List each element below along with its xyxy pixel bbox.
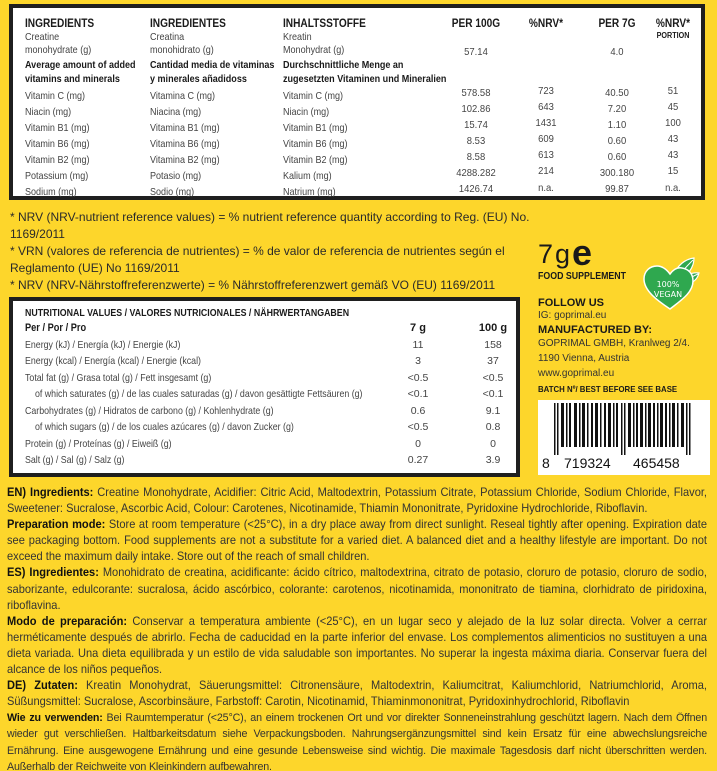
creatine-per7: 4.0	[610, 46, 624, 58]
column-es	[150, 18, 295, 200]
value-per7: 1.10	[607, 119, 627, 131]
value-nrv-portion: n.a.	[665, 182, 681, 194]
en-ingredients-text: Creatine Monohydrate, Acidifier: Citric Acid, Maltodextrin, Potassium Citrate, Potassium Chloride, Sodium Chloride, Flavor, Sweetener: Sucralose, Ascorbic Acid, Colour: Carotenes, Nicotinamide, Thiamin Mononitrate, Pyridoxine Hydrochloride, Riboflavin.	[7, 486, 708, 516]
batch-info: BATCH Nº/ BEST BEFORE SEE BASE	[538, 384, 678, 394]
table-row	[25, 452, 504, 469]
es-prep-text: Conservar a temperatura ambiente (<25°C), en un lugar seco y alejado de la luz solar directa. Volver a cerrar herméticamente después de abrirlo. Fecha de caducidad en la parte inferior del envase. Los complementos alimenticios no sustituyen a una dieta variada. Una dieta equilibrada y un estilo de vida saludable son importantes. No superar la ingesta máxima diaria. Conservar fuera del alcance de los niños pequeños.	[7, 614, 708, 677]
instagram-handle[interactable]: IG: goprimal.eu	[538, 310, 607, 321]
de-prep-label: Wie zu verwenden:	[7, 712, 103, 725]
value-per7: 0.60	[607, 135, 627, 147]
row-label-de: Natrium (mg)	[283, 186, 336, 198]
value-7g: 0.6	[410, 404, 426, 417]
header-7g: 7 g	[410, 322, 426, 334]
barcode-bars-icon	[544, 403, 704, 455]
nutrition-table	[9, 297, 520, 477]
row-label-en: Vitamin B1 (mg)	[25, 122, 90, 134]
row-label-en: Vitamin C (mg)	[25, 90, 86, 102]
avg-heading-de-2: zugesetzten Vitaminen und Mineralien	[283, 73, 447, 85]
value-7g: 3	[415, 355, 421, 367]
de-preparation	[7, 710, 707, 771]
value-100g: 3.9	[485, 454, 501, 466]
row-label-en: Vitamin B2 (mg)	[25, 154, 90, 166]
value-nrv: 609	[538, 133, 554, 145]
avg-heading-es-2: y minerales añadidoss	[150, 73, 247, 85]
row-label-es: Vitamina C (mg)	[150, 90, 216, 102]
row-label-de: Niacin (mg)	[283, 106, 330, 118]
nrv-note-de: * NRV (NRV-Nährstoffreferenzwerte) = % Nährstoffreferenzwert gemäß VO (EU) 1169/2011	[10, 278, 496, 292]
value-nrv: 723	[538, 85, 554, 97]
value-per7: 300.180	[599, 167, 635, 179]
value-nrv-portion: 43	[667, 133, 679, 145]
en-prep-label: Preparation mode:	[7, 518, 106, 532]
value-per100: 8.53	[466, 135, 486, 147]
table-row	[25, 436, 504, 453]
ingredients-and-instructions	[7, 485, 707, 771]
table-row	[25, 403, 504, 420]
value-100g: 37	[487, 355, 499, 367]
header-en: INGREDIENTS	[25, 18, 95, 30]
svg-text:VEGAN: VEGAN	[653, 290, 683, 299]
value-100g: <0.5	[482, 371, 504, 384]
value-per100: 15.74	[464, 119, 488, 131]
row-label: Energy (kJ) / Energía (kJ) / Energie (kJ)	[25, 338, 181, 351]
row-label-es: Vitamina B2 (mg)	[150, 154, 220, 166]
follow-us-heading: FOLLOW US	[538, 297, 604, 309]
value-7g: 11	[412, 338, 424, 351]
value-per100: 1426.74	[458, 183, 494, 195]
value-nrv: 613	[538, 149, 554, 161]
value-100g: 0	[490, 437, 496, 450]
header-nrv-portion: %NRV*	[655, 18, 691, 30]
row-label: Energy (kcal) / Energía (kcal) / Energie (kcal)	[25, 355, 201, 367]
serving-weight: 7g	[538, 239, 573, 269]
header-nrv: %NRV*	[528, 18, 564, 30]
header-per: Per / Por / Pro	[25, 322, 87, 334]
nrv-footnotes	[10, 209, 530, 294]
row-label-en: Potassium (mg)	[25, 170, 89, 182]
value-7g: 0.27	[407, 454, 429, 466]
barcode-digits-right: 465458	[633, 455, 680, 471]
creatine-en-1: Creatine	[25, 31, 60, 43]
website-link[interactable]: www.goprimal.eu	[538, 368, 615, 379]
barcode-digits-left: 719324	[564, 455, 611, 471]
value-per100: 4288.282	[456, 167, 496, 179]
manufacturer-heading: MANUFACTURED BY:	[538, 324, 653, 336]
row-label-de: Vitamin C (mg)	[283, 90, 344, 102]
row-label: Protein (g) / Proteínas (g) / Eiweiß (g)	[25, 437, 172, 450]
value-nrv-portion: 100	[665, 117, 681, 129]
ingredients-table	[9, 4, 705, 200]
vegan-badge-icon	[640, 255, 700, 313]
creatine-per100: 57.14	[464, 46, 488, 58]
row-label-es: Niacina (mg)	[150, 106, 202, 118]
en-ingredients-label: EN) Ingredients:	[7, 486, 94, 499]
value-100g: 0.8	[485, 421, 501, 433]
avg-heading-es-1: Cantidad media de vitaminas	[150, 59, 275, 71]
manufacturer-address-1: GOPRIMAL GMBH, Kranlweg 2/4.	[538, 338, 690, 349]
row-label: of which sugars (g) / de los cuales azúcares (g) / davon Zucker (g)	[35, 421, 294, 433]
value-nrv-portion: 45	[667, 101, 679, 113]
creatine-en-2: monohydrate (g)	[25, 44, 92, 56]
value-nrv: n.a.	[538, 182, 554, 194]
value-per100: 578.58	[461, 87, 491, 99]
row-label-en: Vitamin B6 (mg)	[25, 138, 90, 150]
de-ingredients	[7, 678, 707, 710]
de-prep-text: Bei Raumtemperatur (<25°C), an einem trockenen Ort und vor direkter Sonneneinstrahlung geschützt lagern. Nach dem Öffnen wieder gut verschließen. Haltbarkeitsdatum siehe Verpackungsboden. Nahrungsergänzungsmittel sind kein Ersatz für eine abwechslungsreiche Ernährung. Eine ausgewogene Ernährung und eine gesunde Lebensweise sind wichtig. Die maximale Tagesdosis darf nicht überschritten werden. Außerhalb der Reichweite von Kleinkindern aufbewahren.	[7, 712, 708, 771]
value-100g: 9.1	[485, 404, 501, 417]
header-per7: PER 7G	[598, 18, 636, 30]
creatine-de-2: Monohydrat (g)	[283, 44, 345, 56]
en-prep-text: Store at room temperature (<25°C), in a dry place away from direct sunlight. Reseal tightly after opening. Expiration date see packaging bottom. Food supplements are not a substitute for a varied diet. A balanced diet and a healthy lifestyle are important. Do not exceed the maximum daily intake. Store out of the reach of small children.	[7, 518, 708, 564]
value-nrv: 214	[538, 165, 554, 177]
row-label-es: Potasio (mg)	[150, 170, 202, 182]
row-label-es: Vitamina B1 (mg)	[150, 122, 220, 134]
value-100g: <0.1	[482, 388, 504, 400]
value-7g: 0	[415, 437, 421, 450]
nutrition-title: NUTRITIONAL VALUES / VALORES NUTRICIONALES / NÄHRWERTANGABEN	[25, 307, 350, 319]
food-supplement-label: FOOD SUPPLEMENT	[538, 271, 627, 282]
value-7g: <0.1	[407, 388, 429, 400]
table-row	[25, 370, 504, 387]
en-ingredients	[7, 485, 707, 517]
header-portion: PORTION	[656, 31, 690, 40]
creatine-es-2: monohidrato (g)	[150, 44, 214, 56]
nrv-note-en: * NRV (NRV-nutrient reference values) = % nutrient reference quantity according to Reg. (EU) No. 1169/2011	[10, 210, 530, 241]
value-nrv: 643	[538, 101, 554, 113]
column-en	[25, 18, 154, 200]
value-per7: 99.87	[605, 183, 629, 195]
row-label-es: Sodio (mg)	[150, 186, 195, 198]
barcode	[538, 400, 710, 475]
value-nrv-portion: 51	[667, 85, 679, 97]
row-label-de: Vitamin B1 (mg)	[283, 122, 348, 134]
row-label-en: Niacin (mg)	[25, 106, 72, 118]
svg-text:100%: 100%	[656, 280, 680, 289]
nutrition-header-row	[25, 320, 508, 337]
es-prep-label: Modo de preparación:	[7, 614, 128, 628]
estimated-sign-icon: e	[572, 232, 593, 273]
header-de: INHALTSSTOFFE	[283, 18, 366, 30]
de-ingredients-text: Kreatin Monohydrat, Säuerungsmittel: Citronensäure, Maltodextrin, Kaliumcitrat, Kaliumchlorid, Natriumchlorid, Aroma, Süßungsmittel: Sucralose, Ascorbinsäure, Farbstoff: Carotin, Nicotinamid, Thiaminmononitrat, Pyridoxinhydrochlorid, Riboflavin	[7, 679, 708, 709]
table-row	[25, 386, 504, 403]
value-nrv-portion: 43	[667, 149, 679, 161]
value-per100: 8.58	[466, 151, 486, 163]
row-label: Carbohydrates (g) / Hidratos de carbono (g) / Kohlenhydrate (g)	[25, 404, 274, 417]
manufacturer-address-2: 1190 Vienna, Austria	[538, 353, 630, 364]
es-ingredients	[7, 565, 707, 613]
header-per100: PER 100G	[451, 18, 501, 30]
value-100g: 158	[484, 338, 502, 351]
row-label: Total fat (g) / Grasa total (g) / Fett insgesamt (g)	[25, 371, 212, 384]
table-row	[25, 419, 504, 436]
en-preparation	[7, 517, 707, 565]
es-ingredients-label: ES) Ingredientes:	[7, 566, 99, 580]
row-label-de: Vitamin B2 (mg)	[283, 154, 348, 166]
row-label-en: Sodium (mg)	[25, 186, 77, 198]
row-label-de: Kalium (mg)	[283, 170, 332, 182]
value-nrv-portion: 15	[667, 165, 679, 177]
header-es: INGREDIENTES	[150, 18, 226, 30]
header-100g: 100 g	[478, 322, 508, 334]
row-label: of which saturates (g) / de las cuales saturadas (g) / davon gesättigte Fettsäuren (g)	[35, 388, 363, 400]
creatine-es-1: Creatina	[150, 31, 185, 43]
avg-heading-en-1: Average amount of added	[25, 59, 136, 71]
es-ingredients-text: Monohidrato de creatina, acidificante: ácido cítrico, maltodextrina, citrato de potasio, cloruro de potasio, cloruro de sodio, saborizante, edulcorante: sucralosa, ácido ascórbico, colorante: carotenos, nicotinamida, mononitrato de tiamina, clorhidrato de piridoxina, riboflavina.	[7, 566, 708, 612]
value-7g: <0.5	[407, 371, 429, 384]
table-row	[25, 337, 504, 354]
de-ingredients-label: DE) Zutaten:	[7, 679, 78, 693]
value-per100: 102.86	[461, 103, 491, 115]
table-row	[25, 353, 504, 370]
value-7g: <0.5	[407, 421, 429, 433]
creatine-de-1: Kreatin	[283, 31, 312, 43]
nrv-note-es: * VRN (valores de referencia de nutrientes) = % de valor de referencia de nutrientes según el Reglamento (UE) No 1169/2011	[10, 244, 505, 275]
row-label: Salt (g) / Sal (g) / Salz (g)	[25, 454, 125, 466]
avg-heading-de-1: Durchschnittliche Menge an	[283, 59, 404, 71]
value-nrv: 1431	[535, 117, 557, 129]
row-label-de: Vitamin B6 (mg)	[283, 138, 348, 150]
avg-heading-en-2: vitamins and minerals	[25, 73, 120, 85]
es-preparation	[7, 614, 707, 678]
value-per7: 40.50	[605, 87, 629, 99]
value-per7: 7.20	[607, 103, 627, 115]
barcode-digit-first: 8	[542, 455, 550, 471]
row-label-es: Vitamina B6 (mg)	[150, 138, 220, 150]
value-per7: 0.60	[607, 151, 627, 163]
